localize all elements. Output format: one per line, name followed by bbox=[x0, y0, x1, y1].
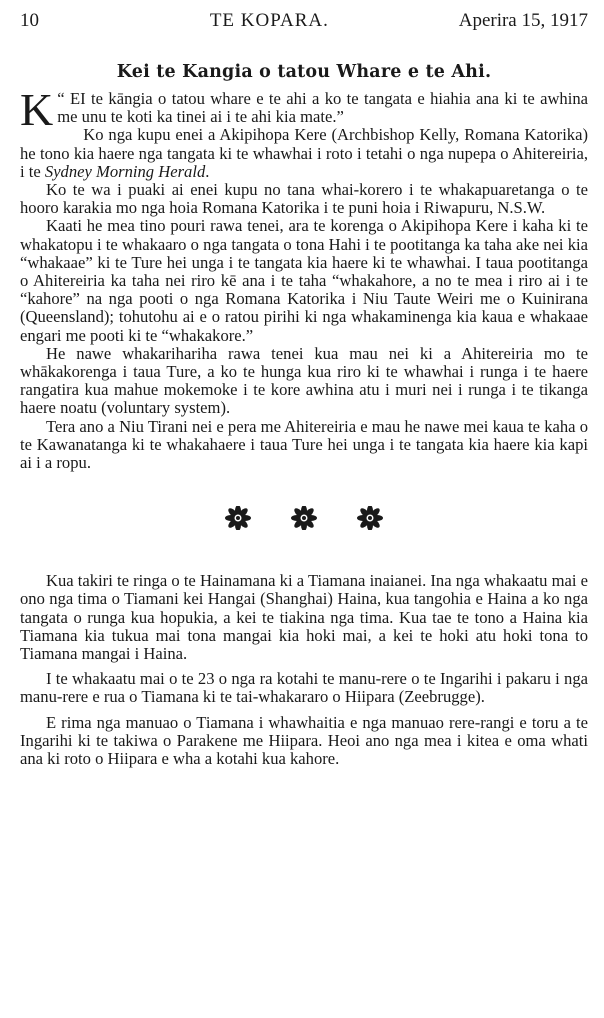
paragraph-1-text: EI te kāngia o tatou whare e te ahi a ko te tangata e hiahia ana ki te awhina me unu te koti ka tinei ai i te ahi kia mate.” bbox=[57, 89, 588, 127]
paragraph-1 bbox=[20, 84, 588, 135]
running-header bbox=[20, 6, 588, 36]
brief-2: I te whakaatu mai o te 23 o nga ra kotahi te manu-rere o te Ingarihi i pakaru i nga manu-rere e rua o Tiamana ki te tai-whakararo o Hiipara (Zeebrugge). bbox=[20, 669, 588, 707]
newspaper-name: Sydney Morning Herald bbox=[44, 161, 206, 181]
open-quote: “ bbox=[57, 89, 65, 108]
paragraph-2-text: Ko nga kupu enei a Akipihopa Kere (Archbishop Kelly, Romana Katorika) he tono kia haere nga tangata ki te whawhai i roto i tetahi o nga nupepa o Ahitereiria, i te bbox=[20, 125, 588, 181]
paragraph-2-end: . bbox=[205, 161, 210, 181]
paragraph-4: Kaati he mea tino pouri rawa tenei, ara te korenga o Akipihopa Kere i kaha ki te whakatopu i te whakaaro o nga tangata o tona Hahi i te pootitanga ka taha ake nei kia “whakaae” ki te Ture hei unga i te tangata kia haere ki te whawhai. I taua pootitanga o Ahitereiria ka taha nei riro kē ana i te taha “whakahore, a no te mea i riro ai i te “kahore” na nga pooti o nga Romana Katorika i Niu Taute Weiri me o Kuinirana (Queensland); tohutohu ai e o ratou pirihi ki nga whakaminenga kia kaua e whakaae engari me pooti ki te “whakakore.” bbox=[20, 216, 588, 345]
flower-ornament-icon bbox=[352, 506, 388, 530]
issue-date: Aperira 15, 1917 bbox=[458, 10, 588, 31]
article-title: Kei te Kangia o tatou Whare e te Ahi. bbox=[116, 62, 492, 82]
paragraph-5: He nawe whakarihariha rawa tenei kua mau nei ki a Ahitereiria mo te whākakorenga i taua Ture, a ko te hunga kua riro ki te whawhai i runga i te haere rangatira kua mahue mokemoke i te kore awhina atu i muri nei i runga i te tikanga haere noatu (voluntary system). bbox=[20, 343, 588, 418]
paragraph-6: Tera ano a Niu Tirani nei e pera me Ahitereiria e mau he nawe mei kaua te kaha o te Kawanatanga ki te whakahaere i taua Ture hei unga i te tangata kia haere kia kapi ai i a ropu. bbox=[20, 416, 588, 473]
paragraph-3: Ko te wa i puaki ai enei kupu no tana whai-korero i te whakapuaretanga o te hooro karakia mo nga hoia Romana Katorika i te puni hoia i Riwapuru, N.S.W. bbox=[20, 180, 588, 218]
page-number: 10 bbox=[20, 10, 39, 31]
flower-ornament-icon bbox=[220, 506, 256, 530]
article-body bbox=[20, 84, 588, 473]
paragraph-2 bbox=[20, 126, 588, 181]
section-divider bbox=[20, 506, 588, 530]
flower-ornament-icon bbox=[286, 506, 322, 530]
brief-1: Kua takiri te ringa o te Hainamana ki a Tiamana inaianei. Ina nga whakaatu mai e ono nga tima o Tiamani kei Hangai (Shanghai) Haina, kua tangohia e Haina a ko nga tangata o runga kua hopukia, a kei te tiakina nga tima. Kua tae te tono a Haina kia Tiamana kia tukua mai tona mangai kia hoki mai, a kei te hoki atu hoki tona to Tiamana mangai i Haina. bbox=[20, 571, 588, 664]
news-briefs bbox=[20, 572, 588, 768]
drop-cap: K bbox=[20, 84, 54, 135]
publication-title: TE KOPARA. bbox=[209, 10, 329, 31]
brief-3: E rima nga manuao o Tiamana i whawhaitia e nga manuao rere-rangi e toru a te Ingarihi ki te takiwa o Parakene me Hiipara. Heoi ano nga mea i kitea e oma whati ana ki roto o Hiipara e wha a kotahi kua kahore. bbox=[20, 712, 588, 769]
